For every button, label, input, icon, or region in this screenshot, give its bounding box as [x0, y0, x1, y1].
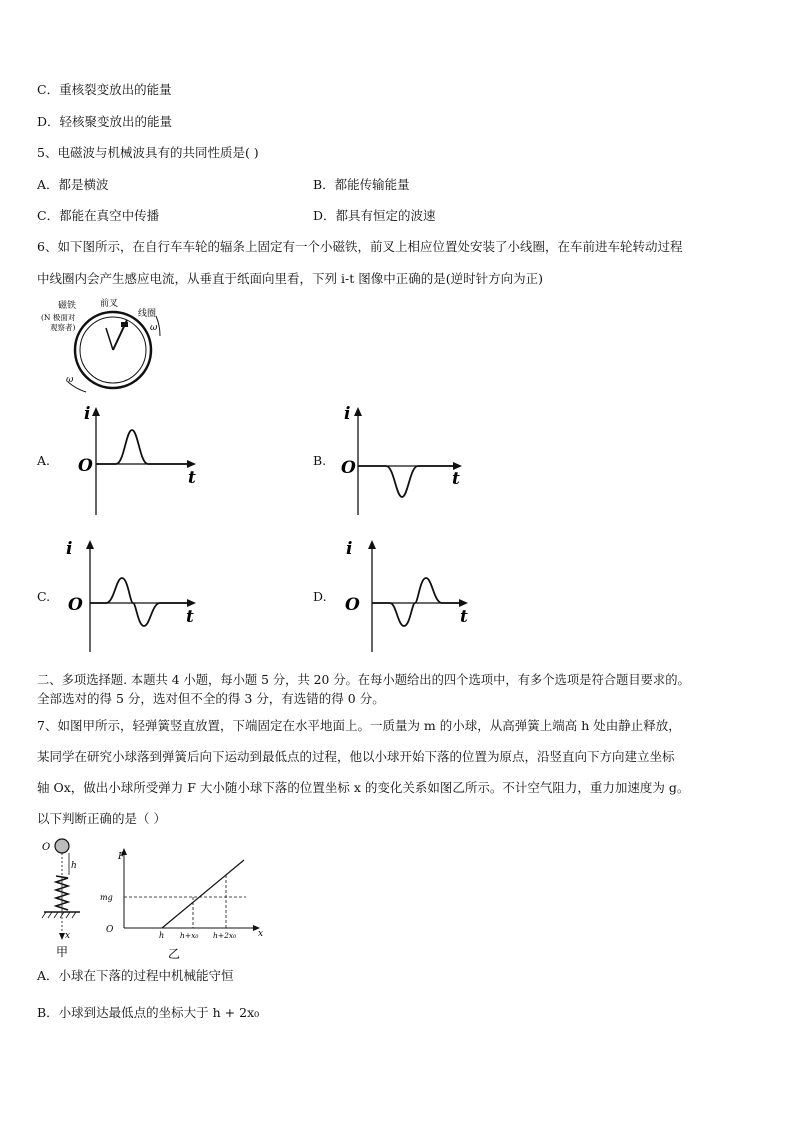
svg-text:F: F — [118, 852, 125, 862]
section2-line1: 二、多项选择题. 本题共 4 小题，每小题 5 分，共 20 分。在每小题给出的四个选项中，有多个选项是符合题目要求的。 — [37, 673, 690, 687]
q6-option-b-label: B. — [313, 453, 327, 468]
graph-b — [338, 405, 488, 517]
svg-text:乙: 乙 — [168, 947, 181, 961]
label-magnet: 磁铁 — [58, 301, 77, 311]
figure-jia — [36, 836, 98, 960]
q7-line4: 以下判断正确的是（ ） — [37, 811, 166, 826]
q7-line1: 7、如图甲所示，轻弹簧竖直放置，下端固定在水平地面上。一质量为 m 的小球，从高弹簧上端高 h 处由静止释放， — [37, 718, 681, 733]
svg-text:t: t — [188, 468, 196, 488]
svg-text:O: O — [42, 842, 51, 853]
label-fork: 前叉 — [100, 299, 119, 309]
svg-text:i: i — [346, 539, 353, 559]
curve-c — [90, 578, 190, 626]
curve-b — [358, 466, 456, 497]
q6-option-d-label: D. — [313, 589, 327, 604]
q5-option-b: B．都能传输能量 — [313, 177, 410, 192]
graph-d — [338, 538, 488, 654]
svg-text:h: h — [159, 931, 165, 940]
q5-option-d: D．都具有恒定的波速 — [313, 208, 436, 223]
q4-option-d: D．轻核聚变放出的能量 — [37, 114, 173, 129]
magnet-block — [121, 322, 128, 327]
svg-text:O: O — [106, 925, 114, 935]
graph-a — [62, 405, 212, 517]
q6-option-a-label: A. — [37, 453, 51, 468]
figure-yi — [98, 840, 268, 964]
svg-text:i: i — [344, 405, 351, 424]
q5-stem: 5、电磁波与机械波具有的共同性质是( ) — [37, 145, 259, 160]
svg-text:O: O — [78, 456, 93, 476]
wheel-figure — [38, 296, 168, 396]
q7-option-a: A．小球在下落的过程中机械能守恒 — [37, 968, 234, 983]
label-magnet-note2: 观察者) — [50, 323, 76, 332]
q7-line2: 某同学在研究小球落到弹簧后向下运动到最低点的过程，他以小球开始下落的位置为原点，沿竖直向下方向建立坐标 — [37, 749, 675, 764]
label-magnet-note1: (N 极面对 — [41, 313, 76, 322]
ball — [55, 839, 69, 853]
q5-option-c: C．都能在真空中传播 — [37, 208, 160, 223]
curve-d — [372, 578, 462, 626]
svg-text:h+2x₀: h+2x₀ — [213, 931, 237, 940]
svg-text:t: t — [460, 607, 468, 627]
svg-text:i: i — [84, 405, 91, 424]
label-coil: 线圈 — [138, 309, 157, 319]
section2-line2: 全部选对的得 5 分，选对但不全的得 3 分，有选错的得 0 分。 — [37, 691, 385, 706]
spoke — [106, 328, 113, 350]
svg-text:h+x₀: h+x₀ — [180, 931, 199, 940]
q5-option-a: A．都是横波 — [37, 177, 109, 192]
force-line — [162, 860, 244, 928]
label-omega-bottom: ω — [66, 375, 74, 385]
svg-text:甲: 甲 — [56, 945, 69, 959]
q4-option-c: C．重核裂变放出的能量 — [37, 82, 172, 97]
svg-text:x: x — [258, 929, 264, 939]
q6-stem-line1: 6、如下图所示，在自行车车轮的辐条上固定有一个小磁铁，前叉上相应位置处安装了小线圈，在车前进车轮转动过程 — [37, 239, 683, 254]
svg-text:t: t — [452, 469, 460, 489]
q6-stem-line2: 中线圈内会产生感应电流，从垂直于纸面向里看，下列 i-t 图像中正确的是(逆时针方向为正) — [37, 271, 543, 286]
svg-text:t: t — [186, 607, 194, 627]
curve-a — [96, 430, 190, 464]
q7-line3: 轴 Ox，做出小球所受弹力 F 大小随小球下落的位置坐标 x 的变化关系如图乙所示。不计空气阻力，重力加速度为 g。 — [37, 780, 690, 795]
svg-text:O: O — [341, 458, 356, 478]
svg-text:h: h — [71, 861, 77, 871]
svg-text:O: O — [68, 595, 83, 615]
q7-option-b: B．小球到达最低点的坐标大于 h + 2x₀ — [37, 1005, 260, 1020]
q6-option-c-label: C. — [37, 589, 51, 604]
svg-text:mg: mg — [100, 893, 113, 902]
svg-text:O: O — [345, 595, 360, 615]
svg-text:i: i — [66, 539, 73, 559]
graph-c — [62, 538, 212, 654]
svg-text:x: x — [65, 931, 71, 941]
label-omega-top: ω — [150, 323, 158, 333]
